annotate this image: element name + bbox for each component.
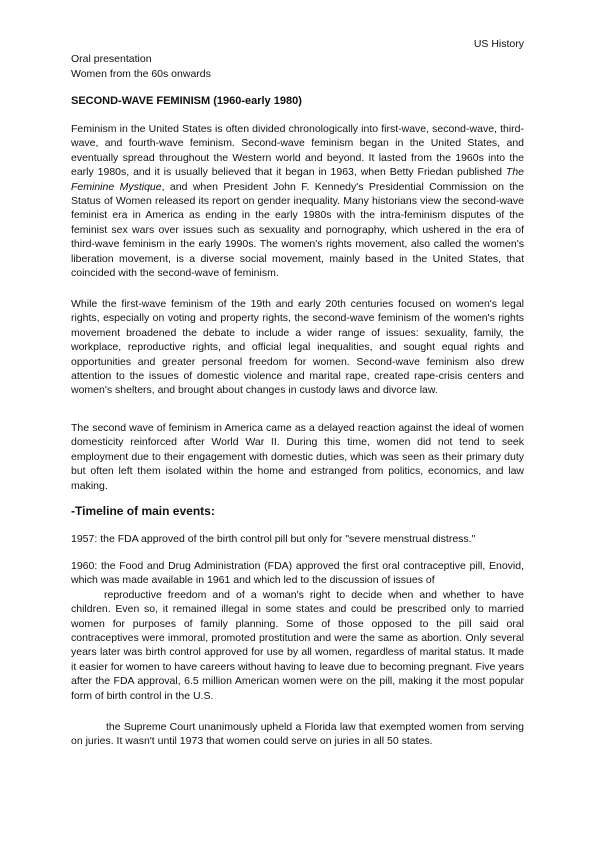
paragraph-intro-part-b: , and when President John F. Kennedy's Presidential Commission on the Status of Women released its report on gender inequality. Many historians view the second-wave feminist era in America as ending in the early 1980s with the intra-feminism disputes of the feminist sex wars over issues such as sexuality and pornography, which ushered in the era of third-wave feminism in the early 1990s. The women's rights movement, also called the women's liberation movement, is a diverse social movement, mainly based in the United States, that coincided with the second-wave of feminism. <box>71 180 524 280</box>
document-header <box>71 52 211 82</box>
section-title: SECOND-WAVE FEMINISM (1960-early 1980) <box>71 95 302 107</box>
header-line-1: Oral presentation <box>71 53 152 65</box>
event-1957: 1957: the FDA approved of the birth control pill but only for "severe menstrual distress." <box>71 533 476 545</box>
timeline-heading: -Timeline of main events: <box>71 504 215 518</box>
event-supreme-court <box>71 720 524 749</box>
paragraph-intro <box>71 122 524 280</box>
event-1960-part-b: reproductive freedom and of a woman's right to decide when and whether to have children. Even so, it remained illegal in some states and could be prescribed only to married women for purposes of family planning. Some of those opposed to the pill said oral contraceptives were immoral, promoted prostitution and were the same as abortion. Only several years later was birth control approved for use by all women, regardless of marital status. It made it easier for women to have careers without having to leave due to becoming pregnant. Five years after the FDA approval, 6.5 million American women were on the pill, making it the most popular form of birth control in the U.S. <box>71 588 524 702</box>
header-line-2: Women from the 60s onwards <box>71 68 211 80</box>
event-1960 <box>71 559 524 703</box>
event-supreme-court-text: the Supreme Court unanimously upheld a Florida law that exempted women from serving on juries. It wasn't until 1973 that women could serve on juries in all 50 states. <box>71 721 524 748</box>
book-title: The Feminine Mystique <box>71 166 524 193</box>
course-label: US History <box>473 38 524 50</box>
event-1960-part-a: 1960: the Food and Drug Administration (FDA) approved the first oral contraceptive pill, Enovid, which was made available in 1961 and which led to the discussion of issues of <box>71 560 524 587</box>
paragraph-first-vs-second-wave: While the first-wave feminism of the 19th and early 20th centuries focused on women's legal rights, especially on voting and property rights, the second-wave feminism of the women's rights movement broadened the debate to include a wider range of issues: sexuality, family, the workplace, reproductive rights, and official legal inequalities, and sought equal rights and opportunities and greater personal freedom for women. Second-wave feminism also drew attention to the issues of domestic violence and marital rape, created rape-crisis centers and women's shelters, and brought about changes in custody laws and divorce law. <box>71 298 524 397</box>
paragraph-intro-part-a: Feminism in the United States is often divided chronologically into first-wave, second-wave, third-wave, and fourth-wave feminism. Second-wave feminism began in the United States, and eventually spread throughout the Western world and beyond. It lasted from the 1960s into the early 1980s, and it is usually believed that it began in 1963, when Betty Friedan published <box>71 123 524 179</box>
paragraph-delayed-reaction: The second wave of feminism in America came as a delayed reaction against the ideal of women domesticity reinforced after World War II. During this time, women did not tend to seek employment due to their engagement with domestic duties, which was seen as their primary duty but often left them isolated within the home and estranged from politics, economics, and law making. <box>71 422 524 492</box>
